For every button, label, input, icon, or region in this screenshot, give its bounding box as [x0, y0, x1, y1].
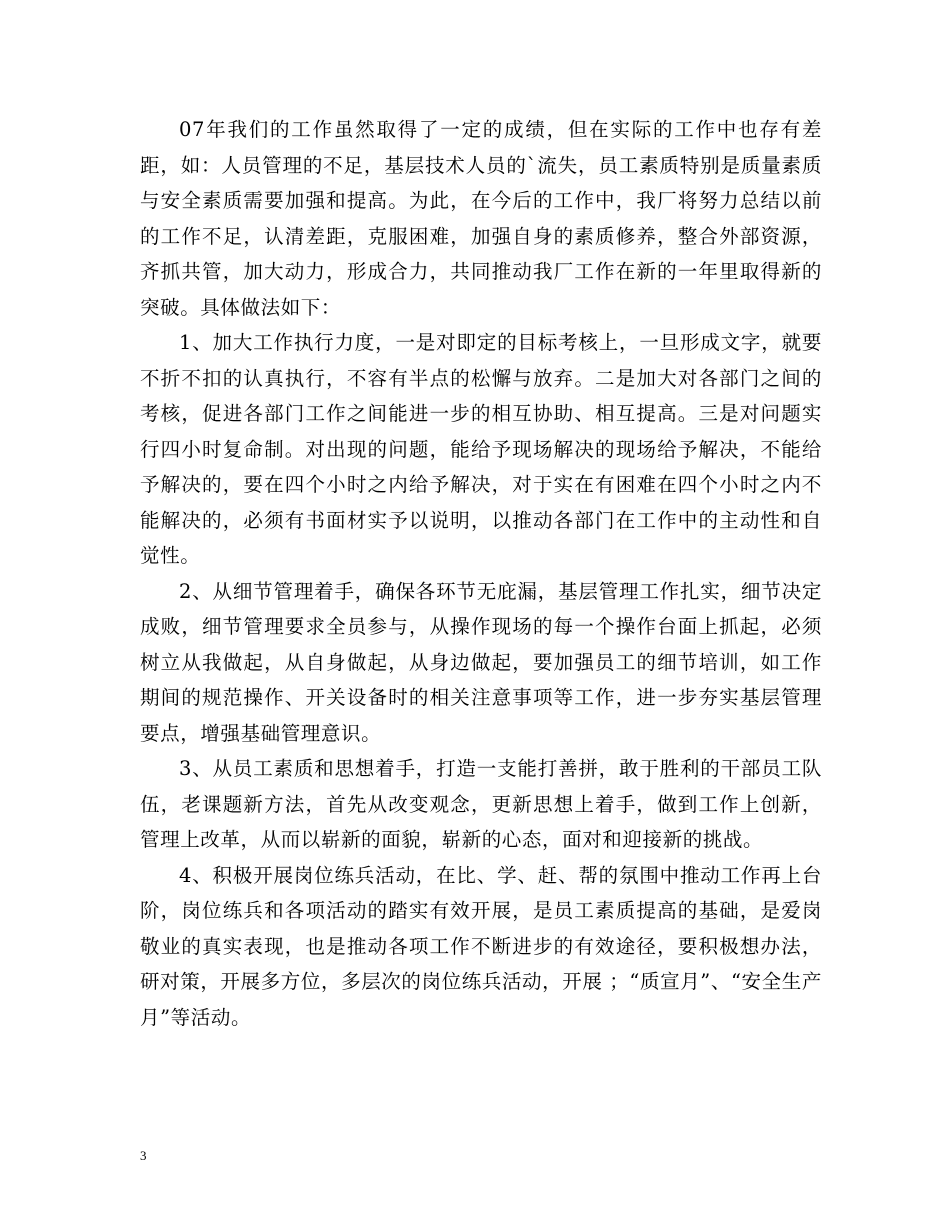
intro-paragraph: 07年我们的工作虽然取得了一定的成绩，但在实际的工作中也存有差距，如：人员管理的不足，基层技术人员的`流失，员工素质特别是质量素质与安全素质需要加强和提高。为此，在今后的工作中，我厂将努力总结以前的工作不足，认清差距，克服困难，加强自身的素质修养，整合外部资源，齐抓共管，加大动力，形成合力，共同推动我厂工作在新的一年里取得新的突破。具体做法如下：: [140, 118, 822, 319]
item-1-paragraph: 1、加大工作执行力度，一是对即定的目标考核上，一旦形成文字，就要不折不扣的认真执行，不容有半点的松懈与放弃。二是加大对各部门之间的考核，促进各部门工作之间能进一步的相互协助、相互提高。三是对问题实行四小时复命制。对出现的问题，能给予现场解决的现场给予解决，不能给予解决的，要在四个小时之内给予解决，对于实在有困难在四个小时之内不能解决的，必须有书面材实予以说明，以推动各部门在工作中的主动性和自觉性。: [140, 331, 822, 567]
item-2-paragraph: 2、从细节管理着手，确保各环节无庇漏，基层管理工作扎实，细节决定成败，细节管理要求全员参与，从操作现场的每一个操作台面上抓起，必须树立从我做起，从自身做起，从身边做起，要加强员工的细节培训，如工作期间的规范操作、开关设备时的相关注意事项等工作，进一步夯实基层管理要点，增强基础管理意识。: [140, 579, 822, 745]
item-4-paragraph: 4、积极开展岗位练兵活动，在比、学、赶、帮的氛围中推动工作再上台阶，岗位练兵和各项活动的踏实有效开展，是员工素质提高的基础，是爱岗敬业的真实表现，也是推动各项工作不断进步的有效途径，要积极想办法，研对策，开展多方位，多层次的岗位练兵活动，开展 ；“质宣月”、“安全生产月”等活动。: [140, 863, 822, 1029]
page-number: 3: [140, 1148, 147, 1163]
item-3-paragraph: 3、从员工素质和思想着手，打造一支能打善拼，敢于胜利的干部员工队伍，老课题新方法，首先从改变观念，更新思想上着手，做到工作上创新，管理上改革，从而以崭新的面貌，崭新的心态，面对和迎接新的挑战。: [140, 757, 822, 851]
document-body: [140, 112, 822, 1035]
